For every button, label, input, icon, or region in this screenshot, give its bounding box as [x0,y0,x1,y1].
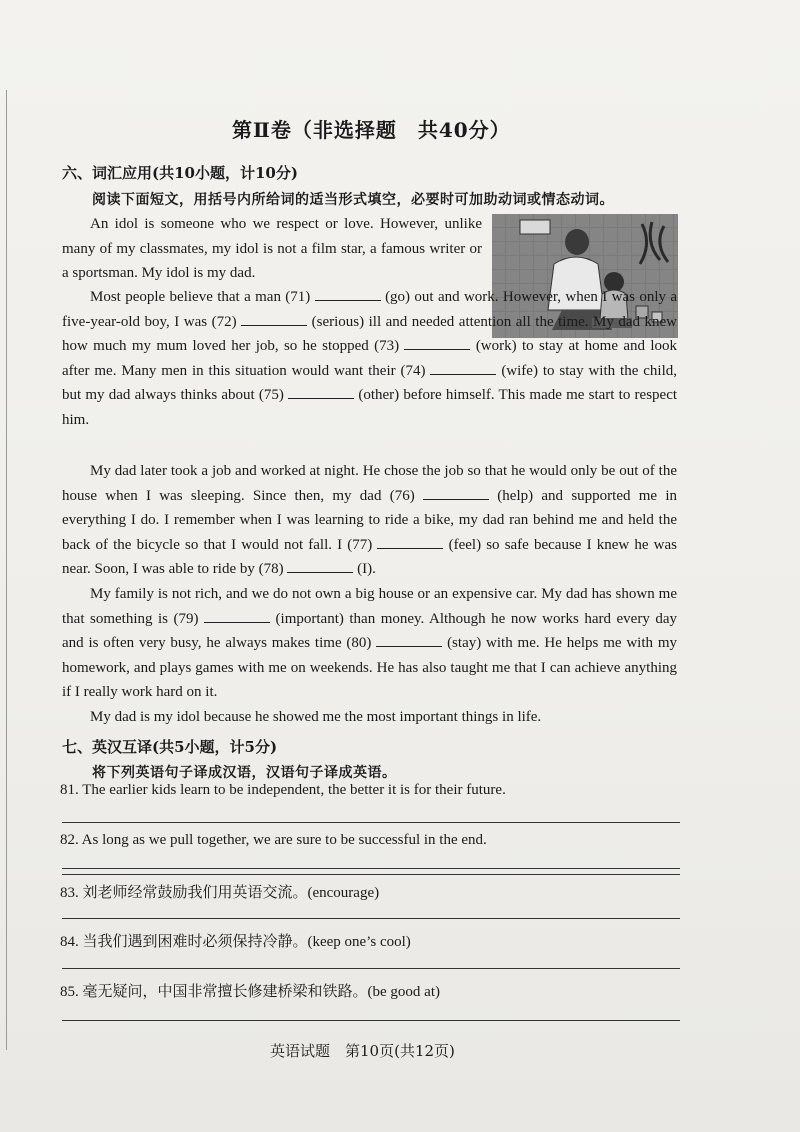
blank-77[interactable] [377,535,443,549]
question-82: 82. As long as we pull together, we are sure to be successful in the end. [60,832,487,848]
paragraph-2 [62,285,677,433]
blank-72[interactable] [241,312,307,326]
blank-76[interactable] [423,486,489,500]
blank-78[interactable] [287,559,353,573]
paragraph-1: An idol is someone who we respect or love. However, unlike many of my classmates, my idol is not a film star, a famous writer or a sportsman. My idol is my dad. [62,216,482,282]
section-6-heading: 六、词汇应用(共10小题，计10分) [62,164,298,182]
p2-text-a: Most people believe that a man (71) [90,289,311,305]
blank-73[interactable] [404,336,470,350]
answer-line-84[interactable] [62,968,680,969]
blank-79[interactable] [204,609,270,623]
question-81: 81. The earlier kids learn to be independent, the better it is for their future. [60,782,506,798]
p3-text-a: My dad later took a job and worked at night. He chose the job so that he would only be out of the house when I was sleeping. Since then, my dad (76) [62,463,677,504]
p2-text-c: (serious) ill and needed attention all the time. My dad knew how much my mum loved her job, so he stopped (73) [62,313,678,355]
p2-text-f: (other) before himself. This made me start to respect him. [62,387,678,428]
p2-text-b: (go) out and work. However, when I was only a five-year-old boy, I was (72) [62,289,678,330]
answer-line-81[interactable] [62,822,680,823]
p4-text-a: My family is not rich, and we do not own a big house or an expensive car. My dad has shown me that something is (79) [62,586,677,627]
p4-text-c: (stay) with me. He helps me with my homework, and plays games with me on weekends. He has also taught me that I can achieve anything if I really work hard on it. [62,635,678,701]
blank-74[interactable] [430,361,496,375]
part-title: 第Ⅱ卷（非选择题 共40分） [232,118,511,142]
answer-line-82b[interactable] [62,874,680,875]
paragraph-3 [62,459,677,582]
p2-text-d: (work) to stay at home and look after me. Many men in this situation would want their (74) [62,338,677,379]
question-85: 85. 毫无疑问，中国非常擅长修建桥梁和铁路。(be good at) [60,984,440,1000]
p3-text-d: (I). [357,561,376,578]
p4-text-b: (important) than money. Although he now works hard every day and is often very busy, he always makes time (80) [62,610,677,652]
answer-line-82a[interactable] [62,868,680,869]
paragraph-5: My dad is my idol because he showed me the most important things in life. [90,709,542,725]
p2-text-e: (wife) to stay with the child, but my dad always thinks about (75) [62,362,678,404]
answer-line-85[interactable] [62,1020,680,1021]
section-7-instruction: 将下列英语句子译成汉语，汉语句子译成英语。 [92,765,397,781]
page-footer: 英语试题 第10页(共12页) [270,1042,455,1060]
blank-80[interactable] [376,633,442,647]
question-83: 83. 刘老师经常鼓励我们用英语交流。(encourage) [60,885,380,901]
section-6-instruction: 阅读下面短文，用括号内所给词的适当形式填空，必要时可加助动词或情态动词。 [92,192,614,208]
p3-text-c: (feel) so safe because I knew he was near. Soon, I was able to ride by (78) [62,536,678,578]
answer-line-83[interactable] [62,918,680,919]
binding-margin-line [6,90,7,1050]
question-84: 84. 当我们遇到困难时必须保持冷静。(keep one’s cool) [60,934,411,950]
paragraph-4 [62,582,677,705]
p3-text-b: (help) and supported me in everything I do. I remember when I was learning to ride a bike, my dad ran behind me and held the back of the bicycle so that I would not fall. I (77) [62,487,678,553]
blank-75[interactable] [288,385,354,399]
blank-71[interactable] [315,287,381,301]
section-7-heading: 七、英汉互译(共5小题，计5分) [62,738,278,756]
